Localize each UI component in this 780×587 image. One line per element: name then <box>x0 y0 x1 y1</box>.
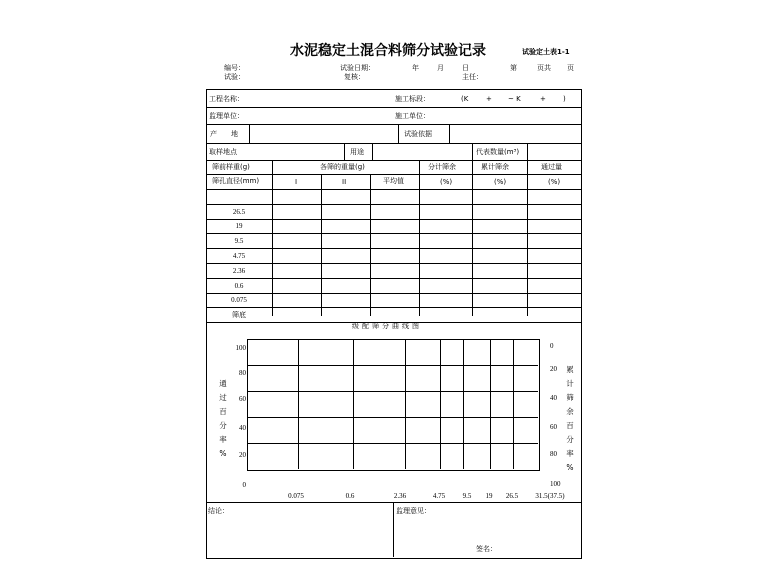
sieve-size-cell: 0.6 <box>234 281 244 290</box>
signature-label: 签名： <box>476 545 497 553</box>
supervisor-opinion-label: 监理意见： <box>396 507 431 515</box>
left-axis-char: 通 <box>219 379 227 388</box>
year-label: 年 <box>412 64 419 72</box>
test-basis-label: 试验依据 <box>404 130 432 138</box>
row-line <box>206 278 582 279</box>
right-axis-tick: 100 <box>550 480 561 488</box>
sieve-size-cell: 2.36 <box>232 266 246 275</box>
supervisor-unit-label: 监理单位： <box>209 112 244 120</box>
partial-retained-header: 分计筛余 <box>428 163 456 171</box>
x-axis-tick: 31.5(37.5) <box>535 492 565 500</box>
grid-vline <box>463 339 464 469</box>
row-line <box>206 307 582 308</box>
right-axis-char: 筛 <box>566 393 574 402</box>
station-plus1: + <box>486 95 492 103</box>
left-axis-tick: 100 <box>235 344 246 352</box>
right-axis-tick: 20 <box>550 365 557 373</box>
left-axis-tick: 40 <box>239 424 246 432</box>
left-axis-char: 过 <box>219 393 227 402</box>
grid-vline <box>405 339 406 469</box>
serial-label: 编号： <box>224 64 245 72</box>
grid-hline <box>247 391 538 392</box>
grid-vline <box>513 339 514 469</box>
grid-vline <box>353 339 354 469</box>
tester-label: 试验： <box>224 73 245 81</box>
right-axis-tick: 0 <box>550 342 554 350</box>
page-label-c: 页 <box>567 64 574 72</box>
grid-vline <box>298 339 299 469</box>
right-axis-char: % <box>566 463 574 472</box>
left-axis-tick: 80 <box>239 369 246 377</box>
x-axis-tick: 4.75 <box>432 492 446 500</box>
usage-label: 用途 <box>350 148 364 156</box>
sieve-size-cell: 4.75 <box>232 252 246 260</box>
page-label-b: 页共 <box>537 64 551 72</box>
grid-hline <box>247 417 538 418</box>
left-axis-tick: 60 <box>239 395 246 403</box>
construction-unit-label: 施工单位： <box>395 112 430 120</box>
right-axis-char: 计 <box>566 379 574 388</box>
right-axis-char: 百 <box>566 421 574 430</box>
grid-hline <box>247 365 538 366</box>
cumulative-unit: (%) <box>494 178 507 186</box>
cumulative-retained-header: 累计筛余 <box>481 163 509 171</box>
right-axis-char: 累 <box>566 365 574 374</box>
right-axis-tick: 60 <box>550 423 557 431</box>
day-label: 日 <box>462 64 469 72</box>
station-close: ) <box>563 95 566 103</box>
x-axis-tick: 0.075 <box>288 492 304 500</box>
right-axis-char: 分 <box>566 435 574 444</box>
row-line <box>206 204 582 205</box>
grid-vline <box>490 339 491 469</box>
x-axis-tick: 2.36 <box>393 492 407 500</box>
form-number: 试验定土表1-1 <box>522 48 570 56</box>
right-axis-tick: 80 <box>550 450 557 458</box>
sampling-place-label: 取样地点 <box>209 148 237 156</box>
x-axis-tick: 0.6 <box>345 492 355 500</box>
x-axis-tick: 9.5 <box>462 492 472 500</box>
grid-vline <box>440 339 441 469</box>
aperture-header: 筛孔直径(mm) <box>212 177 260 185</box>
x-axis-tick: 19 <box>485 492 493 500</box>
col-1-header: I <box>295 178 298 186</box>
left-axis-char: 百 <box>219 407 227 416</box>
grid-hline <box>247 443 538 444</box>
left-axis-tick: 20 <box>239 451 246 459</box>
station-plus2: + <box>540 95 546 103</box>
right-axis-char: 余 <box>566 407 574 416</box>
row-line <box>206 263 582 264</box>
row-line <box>206 248 582 249</box>
grading-chart-grid <box>247 339 540 471</box>
right-axis-char: 率 <box>566 449 574 458</box>
each-mass-header: 各筛的重量(g) <box>320 163 365 171</box>
left-axis-char: % <box>219 449 227 458</box>
test-date-label: 试验日期： <box>340 64 375 72</box>
chart-title: 级配筛分曲线图 <box>352 322 422 330</box>
page-title: 水泥稳定土混合料筛分试验记录 <box>290 43 486 59</box>
origin-label: 产 地 <box>210 130 238 138</box>
partial-unit: (%) <box>440 178 453 186</box>
sieve-size-cell: 0.075 <box>231 296 247 305</box>
director-label: 主任： <box>462 73 483 81</box>
row-line <box>206 293 582 294</box>
col-2-header: II <box>342 178 347 186</box>
section-label: 施工标段： <box>395 95 430 103</box>
sieve-size-cell: 筛底 <box>232 311 246 320</box>
row-line <box>206 233 582 234</box>
left-axis-tick: 0 <box>242 481 246 489</box>
left-axis-char: 率 <box>219 435 227 444</box>
sieve-size-cell: 19 <box>235 222 243 231</box>
col-avg-header: 平均值 <box>383 177 404 185</box>
sample-mass-header: 筛前样重(g) <box>212 163 250 171</box>
right-axis-tick: 40 <box>550 394 557 402</box>
sieve-size-cell: 9.5 <box>234 237 244 246</box>
conclusion-label: 结论： <box>208 507 229 515</box>
passing-unit: (%) <box>548 178 561 186</box>
station-k2: ~ K <box>508 95 521 103</box>
rep-quantity-label: 代表数量(m³) <box>476 148 520 156</box>
left-axis-char: 分 <box>219 421 227 430</box>
station-k1: (K <box>461 95 469 103</box>
project-name-label: 工程名称： <box>209 95 244 103</box>
sieve-size-cell: 26.5 <box>232 207 246 216</box>
reviewer-label: 复核： <box>344 73 365 81</box>
page-label-a: 第 <box>510 64 517 72</box>
row-line <box>206 219 582 220</box>
x-axis-tick: 26.5 <box>505 492 519 500</box>
passing-header: 通过量 <box>541 163 562 171</box>
month-label: 月 <box>437 64 444 72</box>
